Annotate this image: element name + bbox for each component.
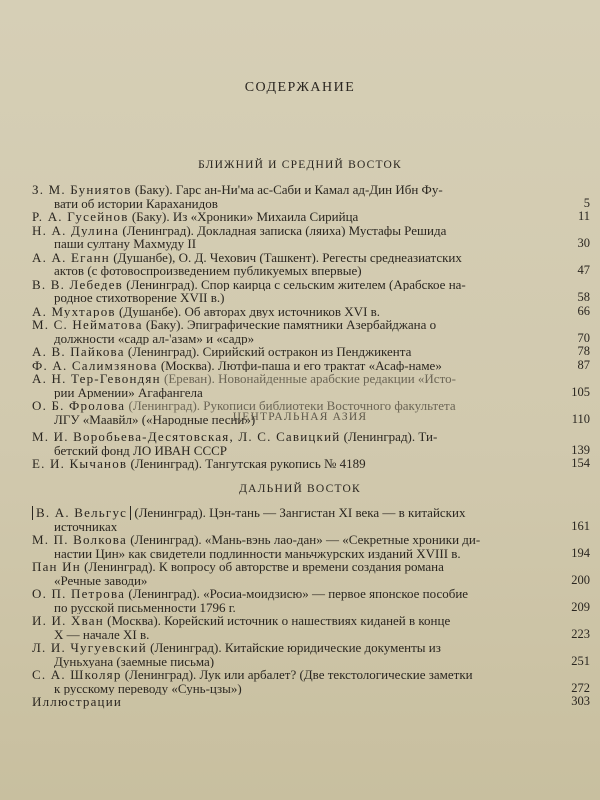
toc-entry-continuation: «Речные заводи» xyxy=(54,573,148,587)
toc-entry xyxy=(32,250,590,278)
toc-entry-first-line xyxy=(32,560,546,574)
toc-entry-page-number: 70 xyxy=(577,330,590,345)
toc-entry-first-line xyxy=(32,305,546,319)
toc-entry-page-number: 5 xyxy=(583,195,590,210)
toc-entry-title: (Ленинград). Рукописи библиотеки Восточного факультета xyxy=(125,399,456,413)
toc-entry-continuation: источниках xyxy=(54,519,118,533)
toc-entry-page-number: 87 xyxy=(577,357,590,372)
toc-entry xyxy=(32,668,590,695)
toc-entry-page-number: 110 xyxy=(571,411,590,426)
toc-entry xyxy=(32,223,590,251)
toc-entry-author: А. Н. Тер-Гевондян xyxy=(32,372,161,386)
toc-entry-continuation: паши султану Махмуду II xyxy=(54,237,197,251)
toc-entry-page-number: 58 xyxy=(577,290,590,304)
toc-entry-first-line xyxy=(32,372,546,386)
toc-entry-title: (Баку). Из «Хроники» Михаила Сирийца xyxy=(128,210,359,224)
toc-entry-title: (Душанбе). Об авторах двух источников XVI в. xyxy=(115,304,381,318)
toc-entry-continuation: по русской письменности 1796 г. xyxy=(54,600,236,614)
toc-entry-title: (Москва). Лютфи-паша и его трактат «Асаф-наме» xyxy=(157,358,442,372)
toc-entry xyxy=(32,587,590,614)
toc-entry-author: Иллюстрации xyxy=(32,695,123,709)
toc-entry-first-line xyxy=(32,506,546,520)
toc-entry-author: М. И. Воробьева-Десятовская, Л. С. Савицкий xyxy=(32,430,341,444)
toc-entry-continuation: ЛГУ «Маавйл» («Народные песни») xyxy=(54,412,256,426)
toc-entry-title: (Ленинград). «Мань-вэнь лао-дан» — «Секретные хроники ди- xyxy=(126,533,481,547)
toc-entry-first-line xyxy=(32,430,546,444)
toc-entry-first-line xyxy=(32,183,546,197)
toc-entry-first-line xyxy=(32,533,546,547)
toc-entry-title: (Душанбе), О. Д. Чехович (Ташкент). Регесты среднеазиатских xyxy=(109,250,462,264)
toc-entry-author: О. Б. Фролова xyxy=(32,399,126,413)
toc-entry-continuation: бетский фонд ЛО ИВАН СССР xyxy=(54,443,228,457)
toc-entry-page-number: 272 xyxy=(571,680,590,695)
toc-entry-first-line xyxy=(32,587,546,601)
toc-entry-page-number: 303 xyxy=(571,694,590,708)
toc-list-near-east xyxy=(32,183,590,426)
toc-entry-author: З. М. Буниятов xyxy=(32,183,132,197)
toc-entry xyxy=(32,533,590,560)
section-heading-central-asia: ЦЕНТРАЛЬНАЯ АЗИЯ xyxy=(232,411,368,423)
toc-entry-page-number: 66 xyxy=(577,303,590,318)
toc-entry-author: М. П. Волкова xyxy=(32,533,127,547)
toc-entry-author: Л. И. Чугуевский xyxy=(32,641,147,655)
toc-entry xyxy=(32,183,590,210)
toc-entry-continuation: родное стихотворение XVII в.) xyxy=(54,291,225,305)
toc-entry-author: С. А. Школяр xyxy=(32,668,122,682)
toc-entry-author: И. И. Хван xyxy=(32,614,104,628)
toc-entry-first-line xyxy=(32,695,546,709)
toc-entry-title: (Ленинград). Китайские юридические документы из xyxy=(146,641,441,655)
toc-entry-continuation: должности «садр ал-'азам» и «садр» xyxy=(54,331,255,345)
toc-entry-first-line xyxy=(32,251,546,265)
toc-entry xyxy=(32,506,590,533)
toc-entry-author: А. А. Еганн xyxy=(32,250,110,264)
toc-entry-title: (Ленинград). «Росиа-моидзисю» — первое японское пособие xyxy=(125,587,469,601)
toc-entry-author: В. А. Вельгус xyxy=(32,506,131,520)
toc-entry-author: А. В. Пайкова xyxy=(32,345,125,359)
toc-entry-title: (Ленинград). Докладная записка (ляиха) Мустафы Решида xyxy=(119,223,447,237)
toc-entry xyxy=(32,344,590,359)
toc-entry-title: (Ленинград). Лук или арбалет? (Две текстологические заметки xyxy=(121,668,473,682)
section-heading-near-east: БЛИЖНИЙ И СРЕДНИЙ ВОСТОК xyxy=(198,159,402,171)
toc-entry-first-line xyxy=(32,345,546,359)
toc-entry-page-number: 139 xyxy=(571,442,590,457)
toc-entry-page-number: 78 xyxy=(577,344,590,358)
toc-entry-author: М. С. Нейматова xyxy=(32,318,143,332)
toc-entry-title: (Москва). Корейский источник о нашествиях киданей в конце xyxy=(103,614,451,628)
toc-entry-author: Ф. А. Салимзянова xyxy=(32,358,158,372)
toc-entry-title: (Ленинград). Ти- xyxy=(340,430,438,444)
toc-entry xyxy=(32,372,590,399)
toc-entry xyxy=(32,357,590,373)
toc-entry-page-number: 11 xyxy=(577,209,590,223)
toc-entry-first-line xyxy=(32,359,546,373)
toc-entry-page-number: 251 xyxy=(571,653,590,668)
toc-entry-author: Н. А. Дулина xyxy=(32,223,120,237)
toc-entry xyxy=(32,303,590,319)
toc-entry-continuation: рии Армении» Агафангела xyxy=(54,385,203,399)
toc-entry xyxy=(32,560,590,587)
toc-entry-first-line xyxy=(32,278,546,292)
toc-entry-page-number: 154 xyxy=(571,456,590,470)
toc-entry-continuation: вати об истории Караханидов xyxy=(54,196,218,210)
toc-entry-first-line xyxy=(32,641,546,655)
toc-entry-continuation: X — начале XI в. xyxy=(54,627,150,641)
toc-list-far-east xyxy=(32,501,590,709)
toc-entry-title: (Ленинград). К вопросу об авторстве и времени создания романа xyxy=(80,560,444,574)
toc-entry xyxy=(32,209,590,224)
toc-entry-title: (Ленинград). Спор каирца с сельским жителем (Арабское на- xyxy=(123,277,466,291)
toc-entry-author: Р. А. Гусейнов xyxy=(32,210,129,224)
toc-entry-title: (Ленинград). Тангутская рукопись № 4189 xyxy=(127,457,366,471)
toc-entry-title: (Баку). Гарс ан-Ни'ма ас-Саби и Камал ад-Дин Ибн Фу- xyxy=(131,183,443,197)
toc-entry-first-line xyxy=(32,457,546,471)
toc-entry-page-number: 161 xyxy=(571,518,590,533)
toc-entry-page-number: 200 xyxy=(571,572,590,587)
toc-entry xyxy=(32,694,590,709)
toc-entry-first-line xyxy=(32,318,546,332)
toc-entry-author: Пан Ин xyxy=(32,560,81,574)
toc-entry-author: О. П. Петрова xyxy=(32,587,126,601)
toc-entry-author: Е. И. Кычанов xyxy=(32,457,128,471)
toc-entry-page-number: 194 xyxy=(571,545,590,560)
toc-entry-title: (Баку). Эпиграфические памятники Азербайджана о xyxy=(142,318,437,332)
toc-entry xyxy=(32,318,590,345)
toc-entry xyxy=(32,614,590,641)
toc-entry-author: А. Мухтаров xyxy=(32,304,116,318)
toc-entry-page-number: 47 xyxy=(577,263,590,277)
toc-entry xyxy=(32,641,590,668)
toc-entry-title: (Ереван). Новонайденные арабские редакции «Исто- xyxy=(160,372,456,386)
toc-entry-page-number: 223 xyxy=(571,626,590,641)
toc-entry xyxy=(32,456,590,471)
toc-entry-page-number: 30 xyxy=(577,236,590,250)
toc-entry-page-number: 105 xyxy=(571,384,590,399)
toc-entry-page-number: 209 xyxy=(571,599,590,614)
toc-entry-first-line xyxy=(32,224,546,238)
toc-entry-first-line xyxy=(32,668,546,682)
toc-entry-author: В. В. Лебедев xyxy=(32,277,124,291)
toc-entry-title: (Ленинград). Цэн-тань — Зангистан XI века — в китайских xyxy=(131,506,466,520)
toc-list-central-asia xyxy=(32,430,590,471)
section-heading-far-east: ДАЛЬНИЙ ВОСТОК xyxy=(239,483,361,495)
page-title: СОДЕРЖАНИЕ xyxy=(244,80,356,95)
toc-entry-continuation: настии Цин» как свидетели подлинности маньчжурских изданий XVIII в. xyxy=(54,546,461,560)
toc-entry xyxy=(32,277,590,305)
toc-entry xyxy=(32,430,590,457)
toc-entry-continuation: актов (с фотовоспроизведением публикуемых впервые) xyxy=(54,264,362,278)
toc-entry-first-line xyxy=(32,614,546,628)
toc-entry-first-line xyxy=(32,210,546,224)
toc-entry-continuation: Дуньхуана (заемные письма) xyxy=(54,654,215,668)
toc-entry-title: (Ленинград). Сирийский остракон из Пенджикента xyxy=(124,345,412,359)
toc-entry-continuation: к русскому переводу «Сунь-цзы») xyxy=(54,681,242,695)
